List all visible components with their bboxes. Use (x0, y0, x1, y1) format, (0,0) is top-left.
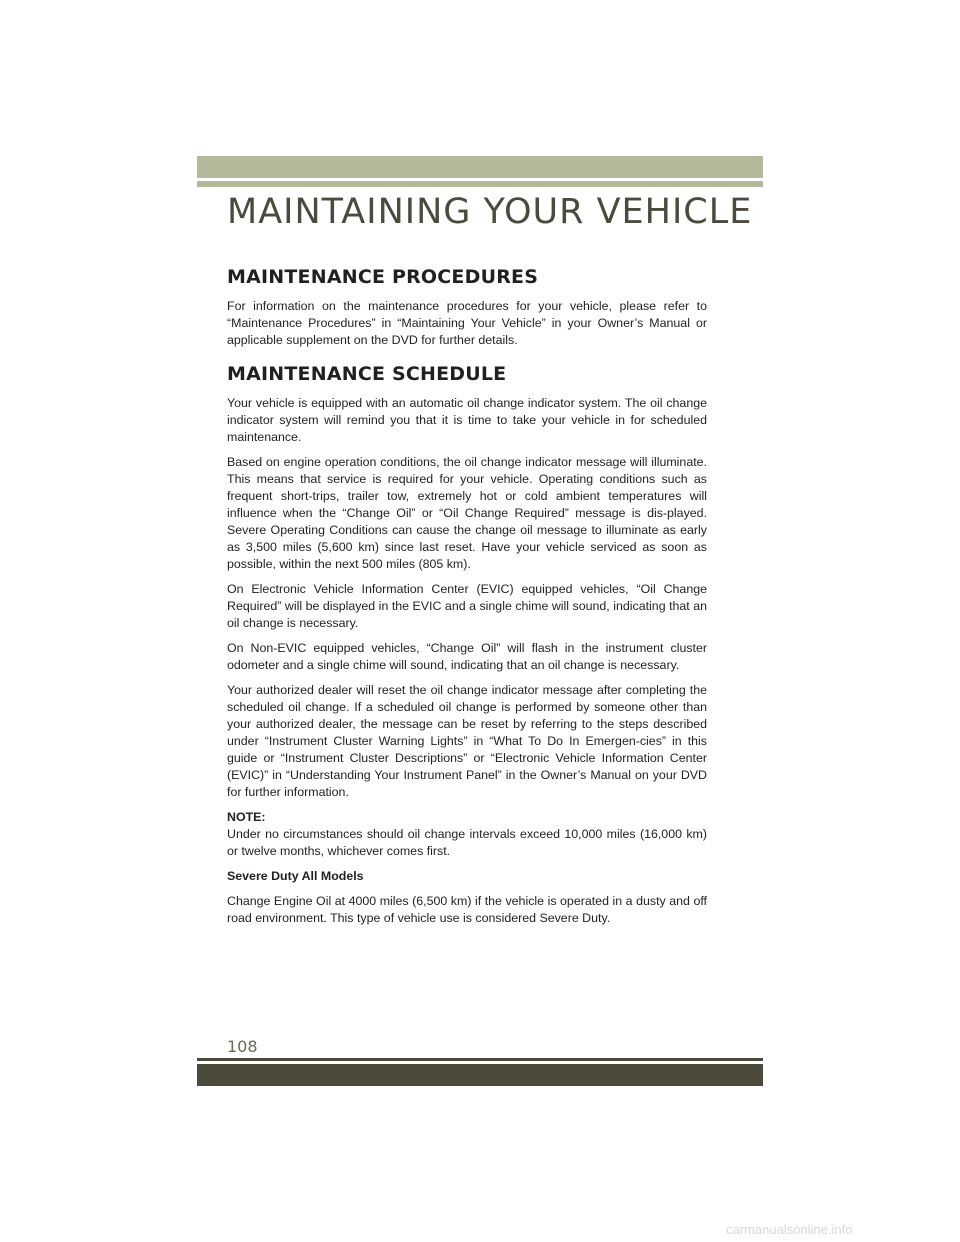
page-number: 108 (227, 1037, 258, 1056)
watermark: carmanualsonline.info (726, 1222, 853, 1237)
severe-duty-text: Change Engine Oil at 4000 miles (6,500 km) if the vehicle is operated in a dusty and off road environment. This type of vehicle use is considered Severe Duty. (227, 894, 707, 925)
section-heading-procedures: MAINTENANCE PROCEDURES (227, 266, 539, 288)
chapter-title: MAINTAINING YOUR VEHICLE (227, 192, 753, 232)
note-label: NOTE: (227, 810, 266, 824)
schedule-paragraph-4: On Non-EVIC equipped vehicles, “Change Oil” will flash in the instrument cluster odometer and a single chime will sound, indicating that an oil change is necessary. (227, 641, 707, 672)
header-rule (197, 181, 763, 187)
page-content (227, 266, 707, 935)
note-text: Under no circumstances should oil change intervals exceed 10,000 miles (16,000 km) or twelve months, whichever comes first. (227, 827, 707, 858)
header-band (197, 156, 763, 178)
schedule-paragraph-5: Your authorized dealer will reset the oil change indicator message after completing the scheduled oil change. If a scheduled oil change is performed by someone other than your authorized dealer, the message can be reset by referring to the steps described under “Instrument Cluster Warning Lights” in “What To Do In Emergen-cies” in this guide or “Instrument Cluster Descriptions” or “Electronic Vehicle Information Center (EVIC)” in “Understanding Your Instrument Panel” in the Owner’s Manual on your DVD for further information. (227, 683, 707, 799)
schedule-paragraph-3: On Electronic Vehicle Information Center (EVIC) equipped vehicles, “Oil Change Required” will be displayed in the EVIC and a single chime will sound, indicating that an oil change is necessary. (227, 582, 707, 630)
procedures-paragraph: For information on the maintenance procedures for your vehicle, please refer to “Maintenance Procedures” in “Maintaining Your Vehicle” in your Owner’s Manual or applicable supplement on the DVD for further details. (227, 299, 707, 347)
section-heading-schedule: MAINTENANCE SCHEDULE (227, 363, 507, 385)
schedule-paragraph-1: Your vehicle is equipped with an automatic oil change indicator system. The oil change indicator system will remind you that it is time to take your vehicle in for scheduled maintenance. (227, 396, 707, 444)
footer-band (197, 1064, 763, 1086)
footer-rule (197, 1058, 763, 1061)
severe-duty-heading: Severe Duty All Models (227, 869, 364, 883)
schedule-paragraph-2: Based on engine operation conditions, the oil change indicator message will illuminate. This means that service is required for your vehicle. Operating conditions such as frequent short-trips, trailer tow, extremely hot or cold ambient temperatures will influence when the “Change Oil” or “Oil Change Required” message is dis-played. Severe Operating Conditions can cause the change oil message to illuminate as early as 3,500 miles (5,600 km) since last reset. Have your vehicle serviced as soon as possible, within the next 500 miles (805 km). (227, 455, 707, 571)
